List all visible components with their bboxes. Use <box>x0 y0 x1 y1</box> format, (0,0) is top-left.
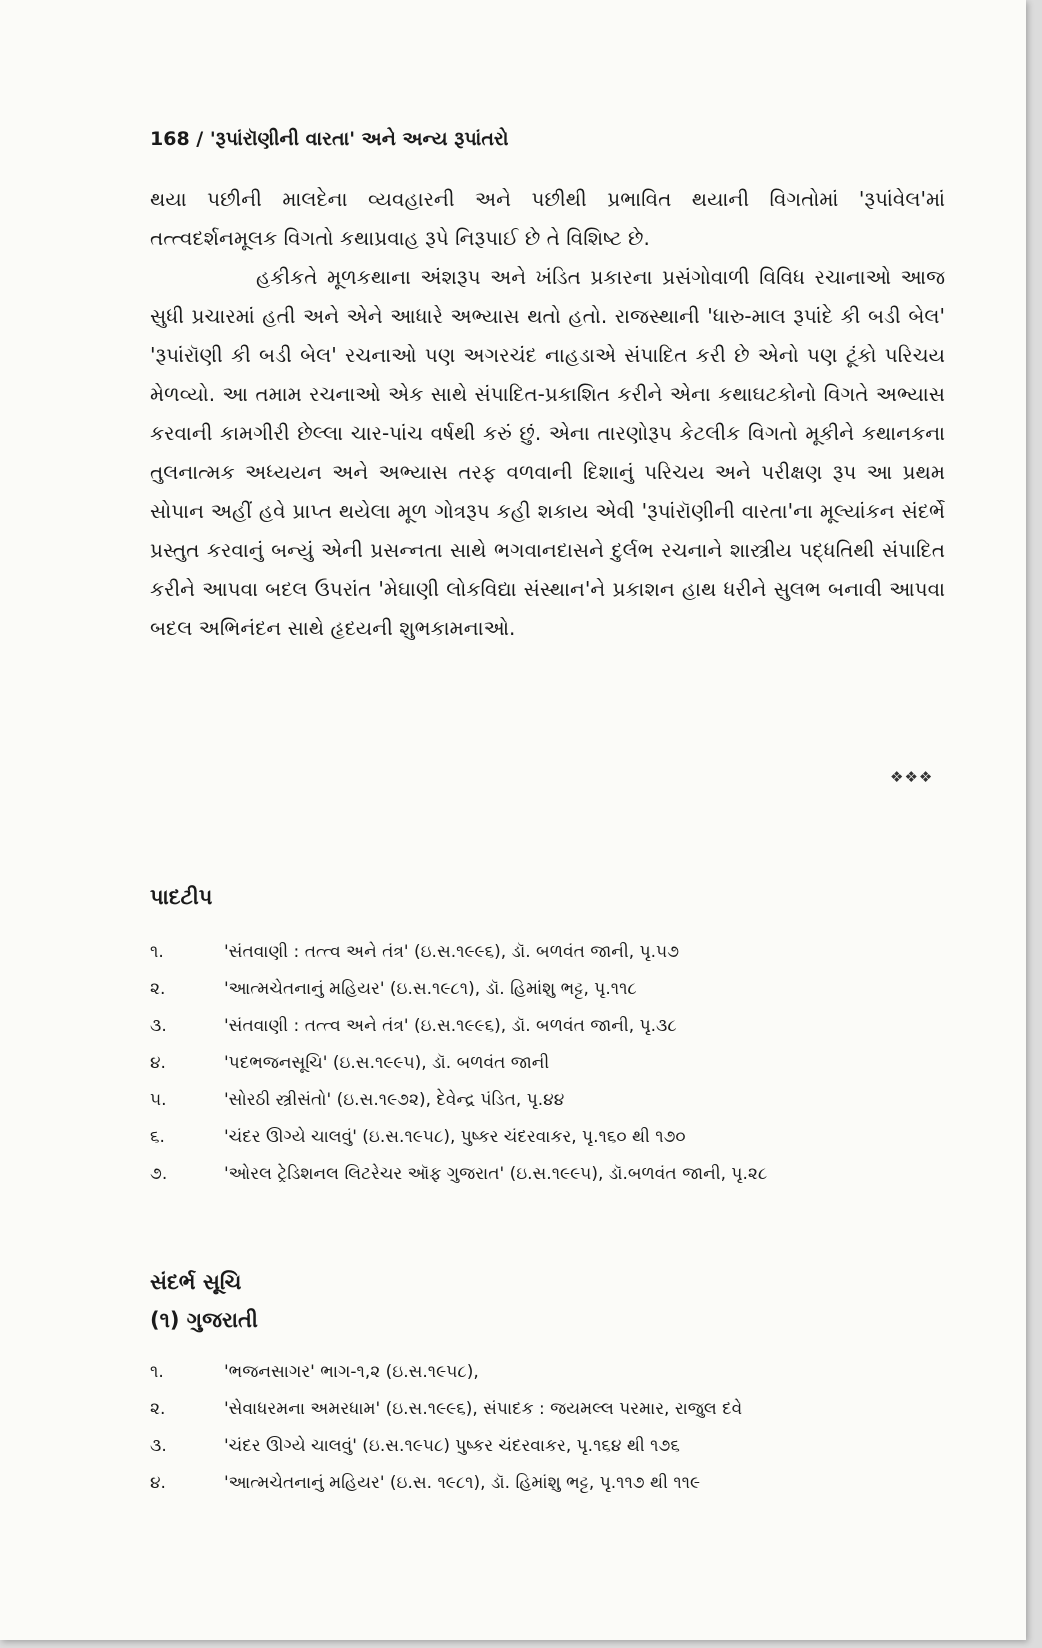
reference-item <box>150 1354 742 1391</box>
footnote-text: 'આત્મચેતનાનું મહિયર' (ઇ.સ.૧૯૮૧), ડૉ. હિમાંશુ ભટ્ટ, પૃ.૧૧૮ <box>224 979 637 999</box>
footnote-item <box>150 971 767 1008</box>
references-title: સંદર્ભ સૂચિ <box>150 1270 242 1294</box>
reference-text: 'આત્મચેતનાનું મહિયર' (ઇ.સ. ૧૯૮૧), ડૉ. હિમાંશુ ભટ્ટ, પૃ.૧૧૭ થી ૧૧૯ <box>224 1473 701 1493</box>
footnote-item <box>150 1082 767 1119</box>
footnote-item <box>150 934 767 971</box>
footnote-text: 'ઓરલ ટ્રેડિશનલ લિટરેચર ઑફ ગુજરાત' (ઇ.સ.૧૯૯૫), ડૉ.બળવંત જાની, પૃ.૨૮ <box>224 1164 768 1184</box>
footnote-text: 'પદભજનસૂચિ' (ઇ.સ.૧૯૯૫), ડૉ. બળવંત જાની <box>224 1053 550 1073</box>
reference-text: 'સેવાધરમના અમરધામ' (ઇ.સ.૧૯૯૬), સંપાદક : જયમલ્લ પરમાર, રાજુલ દવે <box>224 1399 743 1419</box>
footnote-text: 'ચંદર ઊગ્યે ચાલવું' (ઇ.સ.૧૯૫૮), પુષ્કર ચંદરવાકર, પૃ.૧૬૦ થી ૧૭૦ <box>224 1127 686 1147</box>
footnote-number: ૭. <box>150 1164 168 1184</box>
paragraph: થયા પછીની માલદેના વ્યવહારની અને પછીથી પ્રભાવિત થયાની વિગતોમાં 'રૂપાંવેલ'માં તત્ત્વદર્શનમૂલક વિગતો કથાપ્રવાહ રૂપે નિરૂપાઈ છે તે વિશિષ્ટ છે. <box>150 187 945 250</box>
footnotes-list <box>150 934 767 1193</box>
footnote-number: ૩. <box>150 1016 167 1036</box>
references-subtitle: (૧) ગુજરાતી <box>150 1308 258 1332</box>
section-ornament: ❖❖❖ <box>890 768 934 786</box>
footnotes-title: પાદટીપ <box>150 885 213 909</box>
footnote-number: ૨. <box>150 979 166 999</box>
reference-text: 'ચંદર ઊગ્યે ચાલવું' (ઇ.સ.૧૯૫૮) પુષ્કર ચંદરવાકર, પૃ.૧૬૪ થી ૧૭૬ <box>224 1436 680 1456</box>
footnote-item <box>150 1045 767 1082</box>
reference-number: ૪. <box>150 1473 166 1493</box>
footnote-text: 'સોરઠી સ્ત્રીસંતો' (ઇ.સ.૧૯૭૨), દેવેન્દ્ર પંડિત, પૃ.૪૪ <box>224 1090 565 1110</box>
reference-item <box>150 1465 742 1502</box>
reference-number: ૩. <box>150 1436 167 1456</box>
reference-number: ૨. <box>150 1399 166 1419</box>
footnote-text: 'સંતવાણી : તત્ત્વ અને તંત્ર' (ઇ.સ.૧૯૯૬), ડૉ. બળવંત જાની, પૃ.૫૭ <box>224 942 680 962</box>
reference-item <box>150 1428 742 1465</box>
paragraph: હકીકતે મૂળકથાના અંશરૂપ અને ખંડિત પ્રકારના પ્રસંગોવાળી વિવિધ રચાનાઓ આજ સુધી પ્રચારમાં હતી અને એને આધારે અભ્યાસ થતો હતો. રાજસ્થાની 'ધારુ-માલ રૂપાંદે કી બડી બેલ' 'રૂપાંરૉણી કી બડી બેલ' રચનાઓ પણ અગરચંદ નાહડાએ સંપાદિત કરી છે એનો પણ ટૂંકો પરિચય મેળવ્યો. આ તમામ રચનાઓ એક સાથે સંપાદિત-પ્રકાશિત કરીને એના કથાઘટકોનો વિગતે અભ્યાસ કરવાની કામગીરી છેલ્લા ચાર-પાંચ વર્ષથી કરું છું. એના તારણોરૂપ કેટલીક વિગતો મૂકીને કથાનકના તુલનાત્મક અધ્યયન અને અભ્યાસ તરફ વળવાની દિશાનું પરિચય અને પરીક્ષણ રૂપ આ પ્રથમ સોપાન અહીં હવે પ્રાપ્ત થયેલા મૂળ ગોત્રરૂપ કહી શકાય એવી 'રૂપાંરૉણીની વારતા'ના મૂલ્યાંકન સંદર્ભે પ્રસ્તુત કરવાનું બન્યું એની પ્રસન્નતા સાથે ભગવાનદાસને દુર્લભ રચનાને શાસ્ત્રીય પદ્ધતિથી સંપાદિત કરીને આપવા બદલ ઉપરાંત 'મેઘાણી લોકવિદ્યા સંસ્થાન'ને પ્રકાશન હાથ ધરીને સુલભ બનાવી આપવા બદલ અભિનંદન સાથે હૃદયની શુભકામનાઓ. <box>150 265 945 640</box>
body-text <box>150 180 945 648</box>
footnote-item <box>150 1008 767 1045</box>
footnote-number: ૧. <box>150 942 164 962</box>
running-header: 168 / 'રૂપાંરૉણીની વારતા' અને અન્ય રૂપાંતરો <box>150 128 509 150</box>
footnote-number: ૫. <box>150 1090 167 1110</box>
footnote-item <box>150 1119 767 1156</box>
reference-item <box>150 1391 742 1428</box>
footnote-number: ૪. <box>150 1053 166 1073</box>
reference-number: ૧. <box>150 1362 164 1382</box>
footnote-number: ૬. <box>150 1127 165 1147</box>
references-list <box>150 1354 742 1502</box>
footnote-item <box>150 1156 767 1193</box>
reference-text: 'ભજનસાગર' ભાગ-૧,૨ (ઇ.સ.૧૯૫૮), <box>224 1362 479 1382</box>
footnote-text: 'સંતવાણી : તત્ત્વ અને તંત્ર' (ઇ.સ.૧૯૯૬), ડૉ. બળવંત જાની, પૃ.૩૮ <box>224 1016 677 1036</box>
